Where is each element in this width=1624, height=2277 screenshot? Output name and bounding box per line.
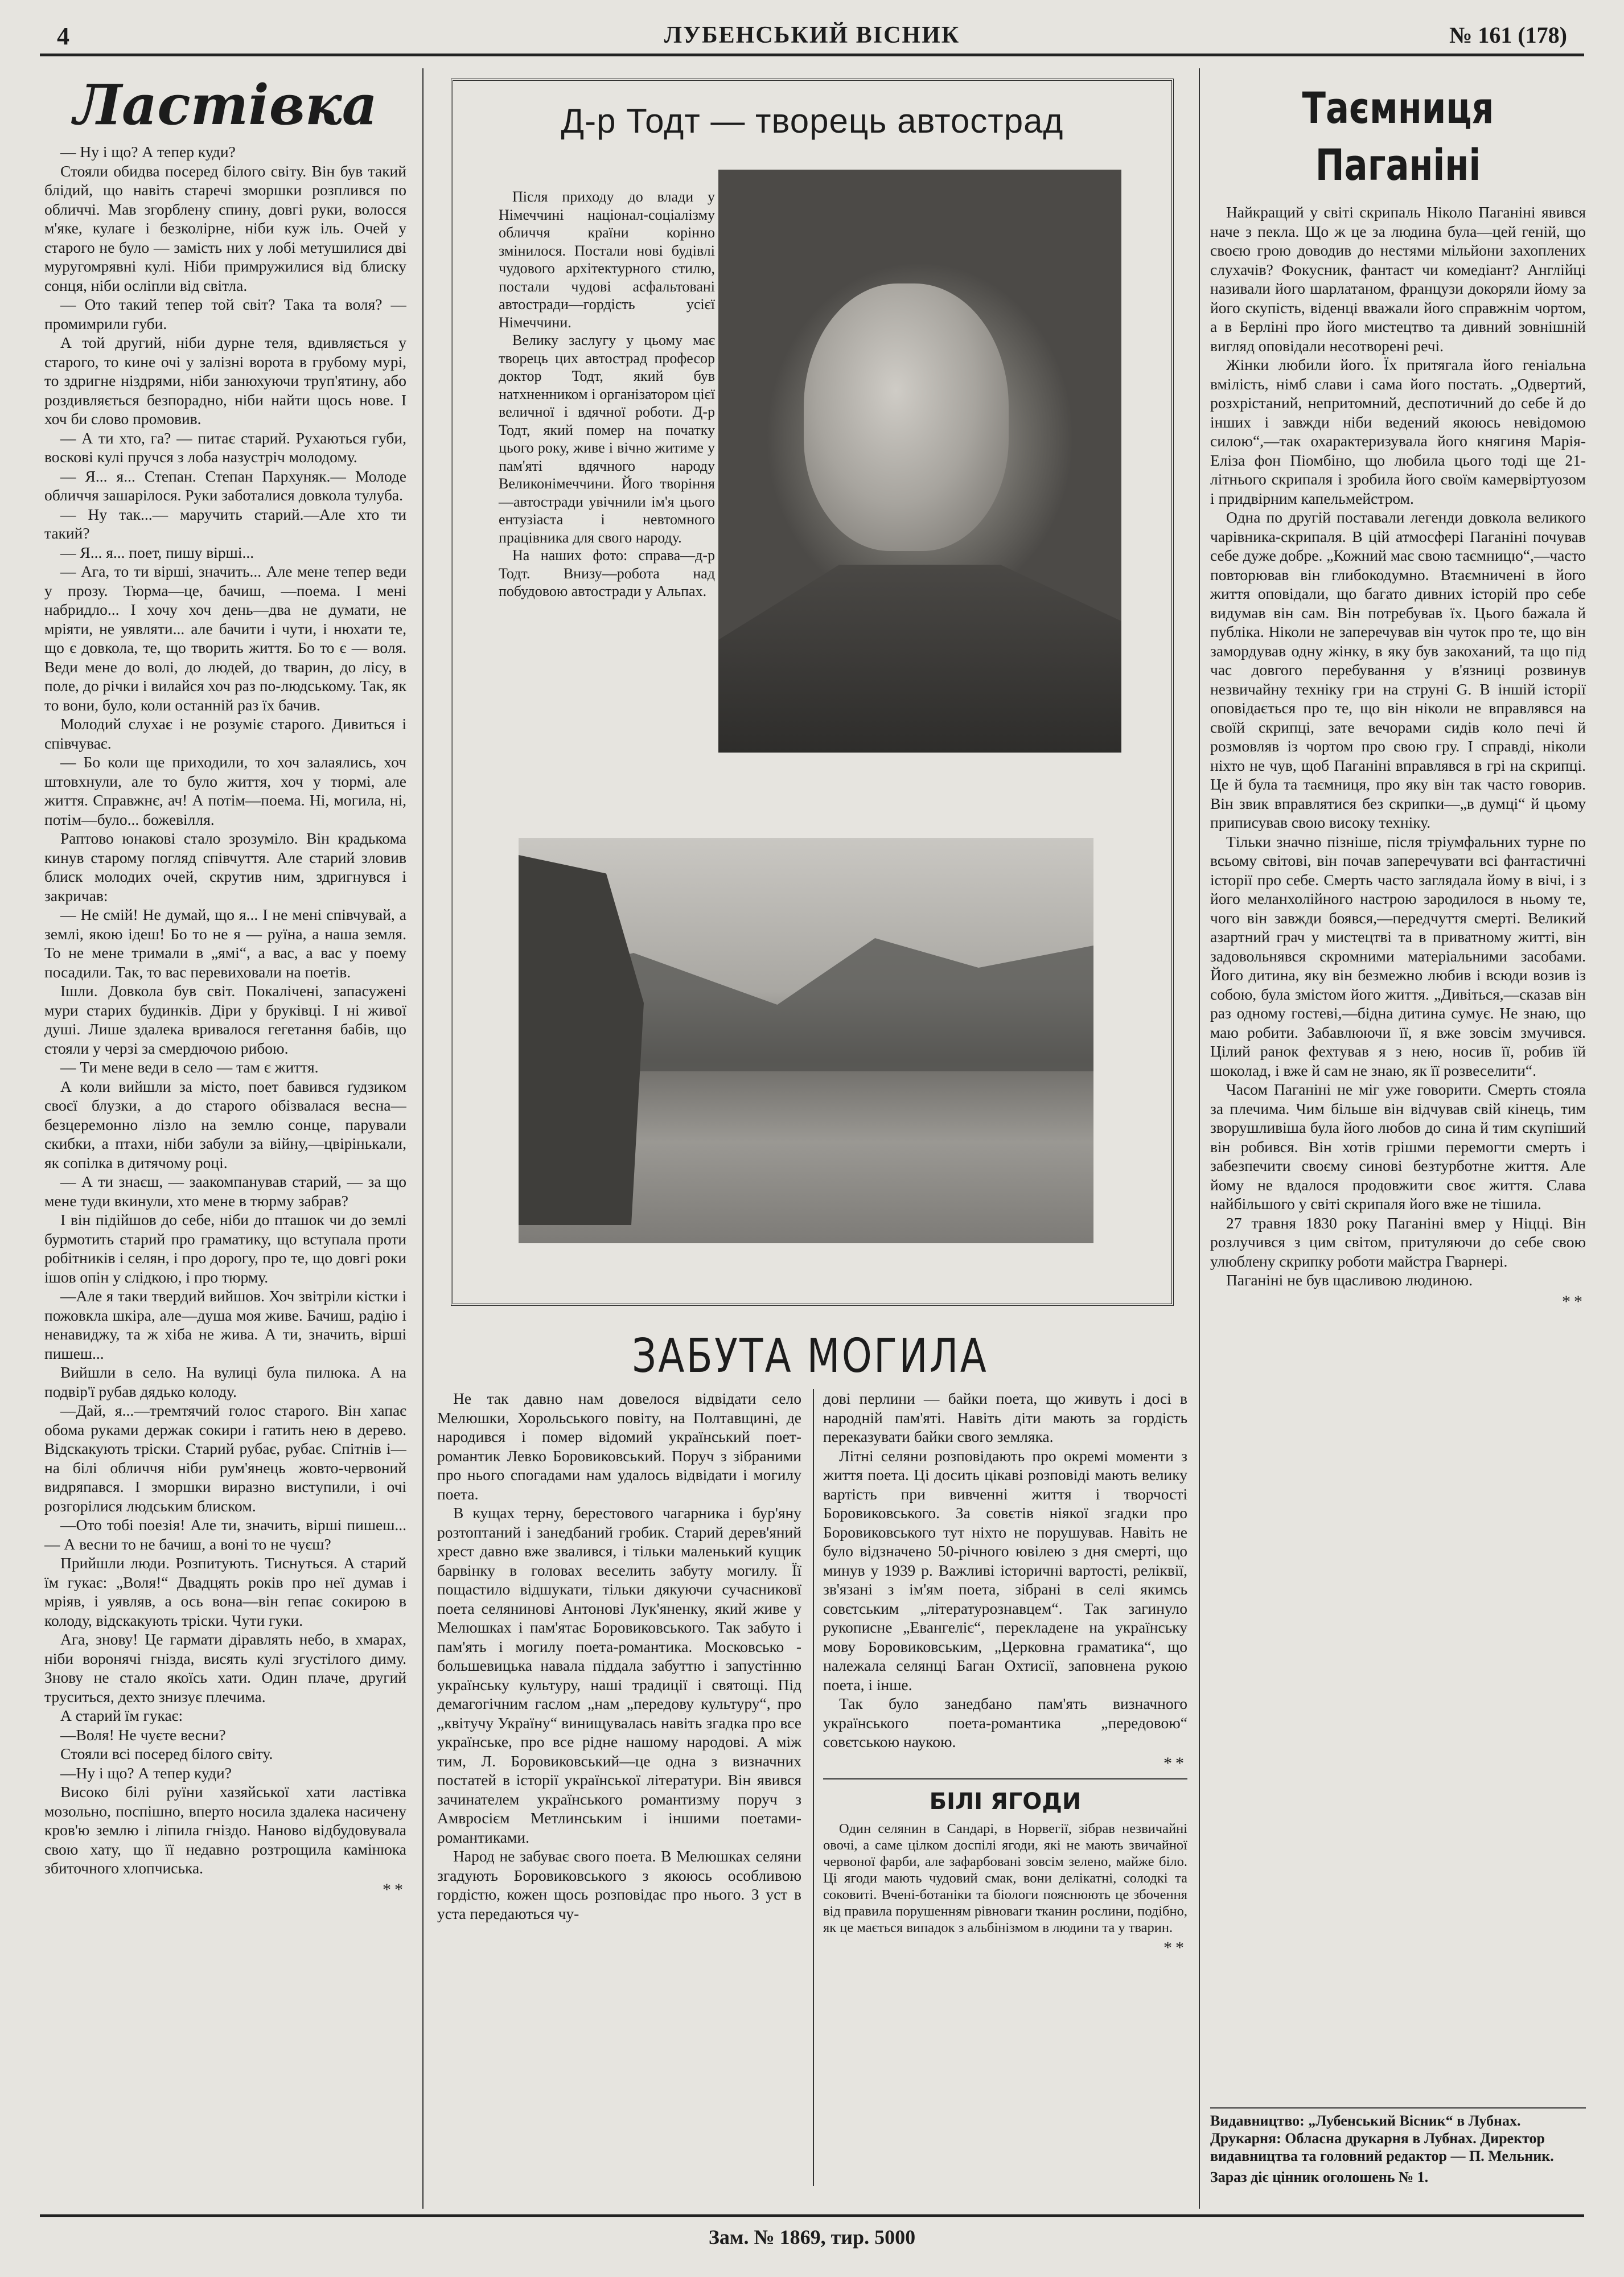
article-paganini: [1210, 74, 1586, 2101]
paragraph: —Дай, я...—тремтячий голос старого. Він хапає обома руками держак сокири і гатить нею в дерево. Відскакують тріски. Старий рубає, рубає. Спітнів і—на білі обличчя ніби рум'янець жовто-червоний видряпався. І зморшки виразно виступили, і очі розгорілися людським блиском.: [44, 1401, 406, 1515]
end-mark: **: [1562, 1292, 1586, 1311]
article-title-paganini: Таємниця Паганіні: [1302, 83, 1494, 190]
end-mark: **: [1163, 1753, 1187, 1773]
paragraph: Прийшли люди. Розпитують. Тиснуться. А старий їм гукає: „Воля!“ Двадцять років про неї думав і мріяв, і уявляв, а ось вона—він гепає сокирою в колоду, відскакують тріски. Чути гуки.: [44, 1554, 406, 1629]
page-header: [40, 16, 1584, 56]
paragraph: Велику заслугу у цьому має творець цих автострад професор доктор Тодт, який був натхненником і організатором цієї величної і вдячної роботи. Д-р Тодт, який помер на початку цього року, живе і вічно житиме у пам'яті вдячного народу Великонімеччини. Його творіння—автостради увічнили ім'я цього ентузіаста і невтомного працівника для свого народу.: [499, 332, 715, 546]
imprint-rule: [1210, 2107, 1586, 2109]
header-rule: [40, 54, 1584, 56]
paragraph: Жінки любили його. Їх притягала його геніальна вмілість, німб слави і сама його постать. „Одвертий, розхрістаний, непритомний, деспотичний до себе й до інших і завжди ніби ведений якоюсь невідомою силою“,—так охарактеризувала його княгиня Марія-Еліза фон Піомбіно, що любила цього тоді ще 21-літнього скрипаля і зробила його своїм камервіртуозом і придвірним капельмейстром.: [1210, 356, 1586, 507]
paragraph: Тільки значно пізніше, після тріумфальних турне по всьому світові, він почав заперечувати всі фантастичні історії про себе. Смерть часто заглядала йому в вічі, і з його меланхолійного настрою зародилося в ньому те, чого він завжди боявся,—передчуття смерті. Великий азартний грач у мистецтві та в приватному житті, він задовольнявся скромними матеріальними засобами. Його дитина, яку він безмежно любив і всюди возив із собою, була змістом його життя. „Дивіться,—сказав він раз одному гостеві,—бідна дитина сумує. Не знаю, що маю робити. Забавлюючи її, я вже зовсім змучився. Цілий ранок фехтував я з нею, носив її, робив їй шоколад, і вже й сам не знаю, як її розвеселити“.: [1210, 832, 1586, 1079]
article-body-lastivka: [44, 142, 406, 1878]
paragraph: — Я... я... Степан. Степан Пархуняк.— Молоде обличчя зашарілося. Руки заботалися довкола тулуба.: [44, 467, 406, 504]
photo-autobahn-alps: [519, 838, 1093, 1243]
paragraph: Вийшли в село. На вулиці була пилюка. А на подвір'ї рубав дядько колоду.: [44, 1363, 406, 1400]
footer-rule: [40, 2214, 1584, 2217]
article-body-bili: Один селянин в Сандарі, в Норвегії, зібрав незвичайні овочі, а саме цілком доспілі ягоди, які не мають звичайної червоної фарби, але зафарбовані зовсім зелено, майже біло. Ці ягоди мають чудовий смак, вони делікатні, солодкі та соковиті. Вчені-ботаніки та біологи пояснюють це збочення від правила порушенням рівноваги тканин рослини, подібно, як це мається випадок з альбінізмом в людини та у тварин.: [823, 1821, 1187, 1935]
article-body-paganini: [1210, 203, 1586, 1290]
paragraph: — А ти знаєш, — заакомпанував старий, — за що мене туди вкинули, хто мене в тюрму забрав?: [44, 1173, 406, 1210]
print-order: Зам. № 1869, тир. 5000: [708, 2226, 916, 2249]
paragraph: — Ото такий тепер той світ? Така та воля? — промимрили губи.: [44, 295, 406, 332]
article-title-todt: Д-р Тодт — творець автострад: [561, 102, 1064, 140]
paragraph: В кущах терну, берестового чагарника і бур'яну розтоптаний і занедбаний гробик. Старий дерев'яний хрест давно вже звалився, і тільки маленький кущик барвінку в головах веселить забуту могилу. Її пощастило відшукати, тільки дякуючи сучасниковї поета селянинові Антонові Лук'яненку, який живе у Мелюшках і пам'ятає Боровиковського. Так забуто і пам'ять і могилу поета-романтика. Московсько - большевицька навала піддала забуттю і запустінню українську культуру, наші традиції і святощі. Під демагогічним гаслом „нам „передову культуру“, про „квітучу Україну“ винищувалась навіть згадка про все українське, про все рідне нашому народові. А між тим, Л. Боровиковський—це одна з визначних постатей в історії української літератури. Він явився зачинателем українського романтизму поруч з Амвросієм Метлинським і іншими поетами-романтиками.: [437, 1504, 801, 1846]
newspaper-title: ЛУБЕНСЬКИЙ ВІСНИК: [664, 22, 960, 48]
paragraph: Часом Паганіні не міг уже говорити. Смерть стояла за плечима. Чим більше він відчував свій кінець, тим зворушливіша була його любов до сина й тим скупіший він робився. Він хотів грішми перемогти смерть і забезпечити своєму синові безтурботне життя. Але йому не вдалося продовжити своє життя. Слава найбільшого у світі скрипаля його вже не тішила.: [1210, 1080, 1586, 1213]
paragraph: — Бо коли ще приходили, то хоч залаялись, хоч штовхнули, але то було життя, хоч у тюрмі, але життя. Справжнє, ач! А потім—поема. Ні, могила, ні, потім—було... божевілля.: [44, 753, 406, 828]
page-footer: [40, 2214, 1584, 2260]
paragraph: І він підійшов до себе, ніби до пташок чи до землі бурмотить старий про граматику, що вступала проти робітників і селян, і про дорогу, про те, що довгі роки ішов опін у слідкою, і про тюрму.: [44, 1211, 406, 1286]
paragraph: Одна по другій поставали легенди довкола великого чарівника-скрипаля. В цій атмосфері Паганіні почував себе дуже добре. „Кожний має свою таємницю“,—часто повторював він глибокодумно. Втаємничені в його життя оповідали, що багато дивних історій про себе видумав він сам. Він потребував їх. Цього бажала й публіка. Ніколи не заперечував він чуток про те, що він замордував одну жінку, в яку був закоханий, та що під час довгого перебування у в'язниці розвинув незвичайну техніку гри на струні G. В іншій історії оповідається про те, що він ніколи не вправлявся на своїй скрипці, зате вечорами сидів коло печі й розмовляв із чортом про свою гру. І справді, ніколи ніхто не чув, щоб Паганіні вправлявся в грі на скрипці. Це й була та таємниця, про яку він так часто говорив. Він звик вправлятися без скрипки—„в думці“ й цьому приписував свою високу техніку.: [1210, 508, 1586, 831]
paragraph: Після приходу до влади у Німеччині націонал-соціалізму обличчя країни корінно змінилося. Постали нові будівлі чудового архітектурного стилю, постали чудові асфальтовані автостради—гордість усієї Німеччини.: [499, 188, 715, 331]
paragraph: —Воля! Не чуєте весни?: [60, 1725, 226, 1744]
article-body-zabuta-col1: [437, 1389, 801, 2186]
portrait-suit: [718, 565, 1121, 753]
paragraph: Високо білі руїни хазяйської хати ластівка мозольно, поспішно, вперто носила здалека насичену кров'ю землю і ліпила гніздо. Наново відбудовувала свою хату, що її недавно розтрощила камінюка збиточного хлопчиська.: [44, 1783, 406, 1877]
paragraph: Літні селяни розповідають про окремі моменти з життя поета. Ці досить цікаві розповіді мають велику вартість при вивченні життя і творчості Боровиковського. За совєтів ніякої згадки про Боровиковського тут ніхто не порушував. Навіть не було відзначено 50-річного ювілею з дня смерті, що минув у 1939 р. Важливі історичні вартості, реліквії, зв'язані з ім'ям поета, зібрані в селі якимсь совєтським „літературознавцем“. Так загинуло рукописне „Евангеліє“, перекладене на українську мову Боровиковським, „Церковна граматика“, що належала селянці Баган Охтисії, заповнена рукою поета, і інше.: [823, 1446, 1187, 1694]
article-lastivka: [44, 74, 406, 2203]
article-title-lastivka: Ластівка: [73, 74, 377, 137]
paragraph: — А ти хто, га? — питає старий. Рухаються губи, воскові кулі пручся з лоба назустріч молодому.: [44, 429, 406, 466]
paragraph: Паганіні не був щасливою людиною.: [1226, 1271, 1473, 1289]
photo-rock: [519, 855, 644, 1225]
paragraph: — Я... я... поет, пишу вірші...: [60, 543, 254, 561]
article-body-todt: [499, 188, 715, 601]
paragraph: Раптово юнакові стало зрозуміло. Він крадькома кинув старому погляд співчуття. Але старий зловив блиск молодих очей, скрутив ним, здригнувся і закричав:: [44, 829, 406, 905]
paragraph: дові перлини — байки поета, що живуть і досі в народній пам'яті. Навіть діти мають за гордість переказувати байки свого земляка.: [823, 1390, 1187, 1445]
paragraph: — Ага, то ти вірші, значить... Але мене тепер веди у прозу. Тюрма—це, бачиш, —поема. І мені набридло... І хочу хоч день—два не думати, не мріяти, не уявляти... але бачити і чути, і нюхати те, що є довкола, те, що творить життя. Бо то є — воля. Веди мене до волі, до людей, до тварин, до лісу, в поле, до річки і вилайся хоч раз по-людському. Так, як то вони, було, коли останній раз їх бачив.: [44, 562, 406, 714]
paragraph: А старий їм гукає:: [60, 1707, 183, 1724]
article-title-bili: БІЛІ ЯГОДИ: [929, 1789, 1082, 1815]
column-divider: [1199, 68, 1200, 2209]
paragraph: Не так давно нам довелося відвідати село Мелюшки, Хорольського повіту, на Полтавщині, де народився і помер відомий український поет-романтик Левко Боровиковський. Поруч з зібраними про нього спогадами нам удалось відвідати і могилу поета.: [437, 1390, 801, 1503]
paragraph: — Не смій! Не думай, що я... І не мені співчувай, а землі, якою ідеш! Бо то не я — руїна, а наша земля. То не мене тримали в „ямі“, а вас, а вас у поему посадили. Так, то вас перевиховали на поетів.: [44, 906, 406, 981]
paragraph: А той другий, ніби дурне теля, вдивляється у старого, то кине очі у залізні ворота в грубому мурі, то здригне ніздрями, ніби занюхуючи труп'ятину, або роздивляється безпорадно, ніби найти щось нове. І хоч би слово промовив.: [44, 334, 406, 428]
paragraph: Найкращий у світі скрипаль Ніколо Паганіні явився наче з пекла. Що ж це за людина була—цей геній, що своєю грою доводив до нестями мільйони захоплених слухачів? Фокусник, фантаст чи комедіант? Англійці називали його шарлатаном, французи докоряли йому за його скупість, віденці вважали його справжнім чортом, а в Берліні про його мистецтво та дивний зовнішній вигляд оповідали несотворені речі.: [1210, 203, 1586, 355]
paragraph: — Ну і що? А тепер куди?: [60, 143, 236, 161]
section-rule: [823, 1778, 1187, 1779]
paragraph: Так було занедбано пам'ять визначного українського поета-романтика „передовою“ совєтською наукою.: [823, 1695, 1187, 1750]
article-title-zabuta: ЗАБУТА МОГИЛА: [631, 1329, 989, 1383]
issue-number: № 161 (178): [1449, 22, 1567, 48]
paragraph: Народ не забуває свого поета. В Мелюшках селяни згадують Боровиковського з якоюсь особливою гордістю, кожен щось розповідає про нього. З уст в уста передаються чу-: [437, 1847, 801, 1922]
end-mark: **: [383, 1880, 406, 1899]
column-divider: [813, 1389, 814, 2186]
photo-todt-portrait: [718, 170, 1121, 753]
imprint-publisher: Видавництво: „Лубенський Вісник“ в Лубнах. Друкарня: Обласна друкарня в Лубнах. Директор видавництва та головний редактор — П. Мельник.: [1210, 2112, 1554, 2164]
paragraph: Ага, знову! Це гармати діравлять небо, в хмарах, ніби воронячі гнізда, висять кулі згустілого диму. Знову не стало якоїсь хати. Один плаче, другий труситься, дехто знизує плечима.: [44, 1630, 406, 1705]
paragraph: — Ти мене веди в село — там є життя.: [60, 1058, 319, 1076]
imprint-block: [1210, 2107, 1586, 2186]
article-body-zabuta-col2: [823, 1389, 1187, 2186]
paragraph: На наших фото: справа—д-р Тодт. Внизу—робота над побудовою автостради у Альпах.: [499, 547, 715, 599]
paragraph: — Ну так...— маручить старий.—Але хто ти такий?: [44, 505, 406, 542]
end-mark: **: [1163, 1938, 1187, 1957]
paragraph: Ішли. Довкола був світ. Покалічені, запасужені мури старих будинків. Діри у бруківці. І ні живої душі. Лише здалека вривалося гегетання бабів, що стояли у черзі за смердючою рибою.: [44, 982, 406, 1057]
todt-feature-box: [451, 79, 1174, 1306]
zabuta-continued-text: [823, 1389, 1187, 1752]
paragraph: Стояли всі посеред білого світу.: [60, 1745, 273, 1762]
paragraph: 27 травня 1830 року Паганіні вмер у Ніцці. Він розлучився з цим світом, притуляючи до себе свою улюблену скрипку роботи майстра Гварнері.: [1210, 1214, 1586, 1270]
imprint-price-note: Зараз діє цінник оголошень № 1.: [1210, 2169, 1429, 2185]
paragraph: Молодий слухає і не розуміє старого. Дивиться і співчуває.: [44, 715, 406, 752]
column-divider: [422, 68, 424, 2209]
page-number: 4: [57, 22, 69, 50]
paragraph: —Але я таки твердий вийшов. Хоч звітріли кістки і пожовкла шкіра, але—душа моя живе. Бачиш, радію і ненавиджу, та ж хіба не жива. А ти, значить, вірші пишеш...: [44, 1287, 406, 1362]
paragraph: Стояли обидва посеред білого світу. Він був такий блідий, що навіть старечі зморшки розплився по обличчі. Мав згорблену спину, довгі руки, волосся м'яке, кулаге і безколірне, ніби куж іль. Очей у старого не було — замість них у лобі метушилися дві муругомрявні кулі. Ніби примружилися від блиску сонця, ніби осліпли від світла.: [44, 162, 406, 294]
paragraph: —Ото тобі поезія! Але ти, значить, вірші пишеш...— А весни то не бачиш, а воні то не чуєш?: [44, 1516, 406, 1553]
paragraph: —Ну і що? А тепер куди?: [60, 1764, 232, 1782]
portrait-face: [804, 283, 1009, 551]
paragraph: А коли вийшли за місто, поет бавився ґудзиком своєї блузки, а до старого обізвалася весна—безцеремонно лізло на землю сонце, парували скибки, а птахи, ніби забули за війну,—цвірінькали, як сопілка в дитячому році.: [44, 1077, 406, 1172]
